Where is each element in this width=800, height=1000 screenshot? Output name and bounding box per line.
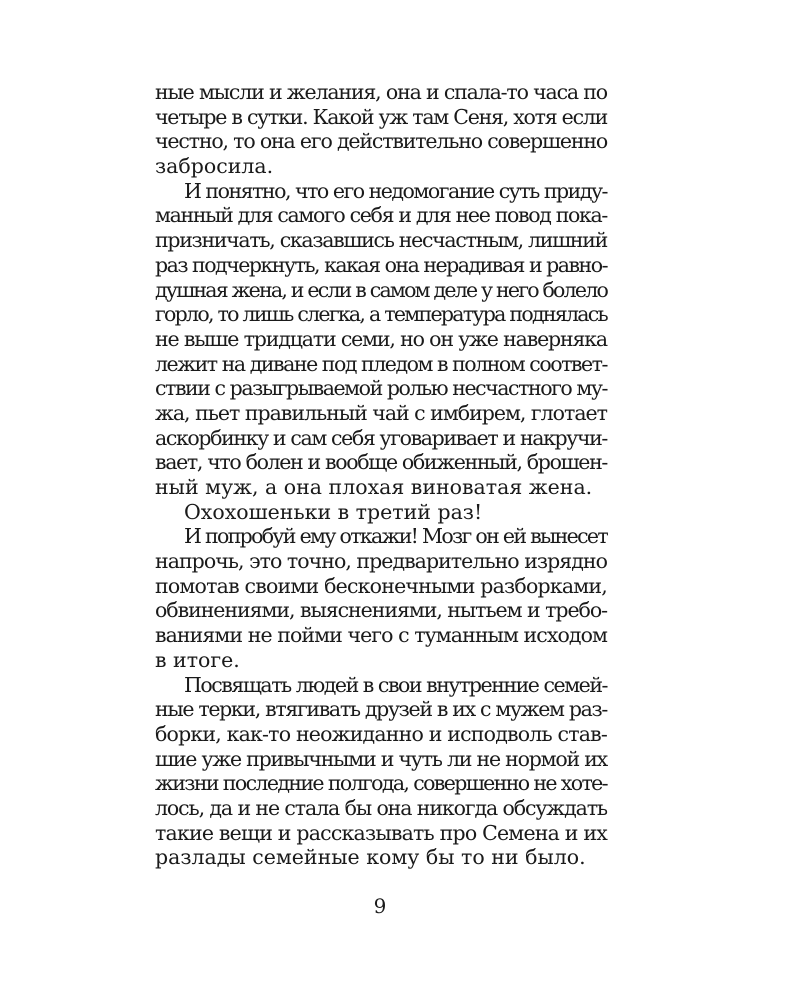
text-line: жизни последние полгода, совершенно не хоте-: [155, 771, 607, 796]
text-line: ствии с разыгрываемой ролью несчастного му-: [155, 376, 607, 401]
text-line: аскорбинку и сам себя уговаривает и накручи-: [155, 425, 607, 450]
text-line: напрочь, это точно, предварительно изрядно: [155, 549, 607, 574]
text-line: обвинениями, выяснениями, нытьем и требо-: [155, 598, 607, 623]
text-line: лежит на диване под пледом в полном соответ-: [155, 351, 607, 376]
text-line: И попробуй ему откажи! Мозг он ей вынесет: [184, 524, 607, 549]
text-line: И понятно, что его недомогание суть приду-: [184, 178, 607, 203]
text-line: призничать, сказавшись несчастным, лишний: [155, 228, 607, 253]
text-line: ные терки, втягивать друзей в их с мужем раз-: [155, 697, 607, 722]
text-line: честно, то она его действительно совершенно: [155, 129, 607, 154]
text-line: забросила.: [155, 154, 274, 179]
text-line: лось, да и не стала бы она никогда обсуждать: [155, 795, 607, 820]
text-line: Охохошеньки в третий раз!: [184, 499, 483, 524]
text-line: Посвящать людей в свои внутренние семей-: [184, 672, 607, 697]
text-line: помотав своими бесконечными разборками,: [155, 573, 607, 598]
text-line: ваниями не пойми чего с туманным исходом: [155, 623, 607, 648]
text-line: ный муж, а она плохая виноватая жена.: [155, 475, 593, 499]
text-line: горло, то лишь слегка, а температура поднялась: [155, 302, 607, 327]
text-line: четыре в сутки. Какой уж там Сеня, хотя если: [155, 104, 607, 129]
page-number: 9: [373, 894, 387, 918]
text-line: манный для самого себя и для нее повод пока-: [155, 203, 607, 228]
text-line: в итоге.: [155, 647, 240, 672]
text-line: не выше тридцати семи, но он уже наверняка: [155, 326, 607, 351]
text-line: ные мысли и желания, она и спала-то часа по: [155, 80, 607, 104]
text-line: вает, что болен и вообще обиженный, брошен-: [155, 450, 607, 475]
text-line: жа, пьет правильный чай с имбирем, глотает: [155, 400, 607, 425]
body-text: [155, 80, 607, 870]
text-line: раз подчеркнуть, какая она нерадивая и равно-: [155, 252, 607, 277]
text-line: такие вещи и рассказывать про Семена и их: [155, 820, 607, 845]
text-line: душная жена, и если в самом деле у него болело: [155, 277, 607, 302]
text-line: разлады семейные кому бы то ни было.: [155, 845, 586, 870]
text-line: борки, как-то неожиданно и исподволь став-: [155, 721, 607, 746]
text-line: шие уже привычными и чуть ли не нормой их: [155, 746, 607, 771]
